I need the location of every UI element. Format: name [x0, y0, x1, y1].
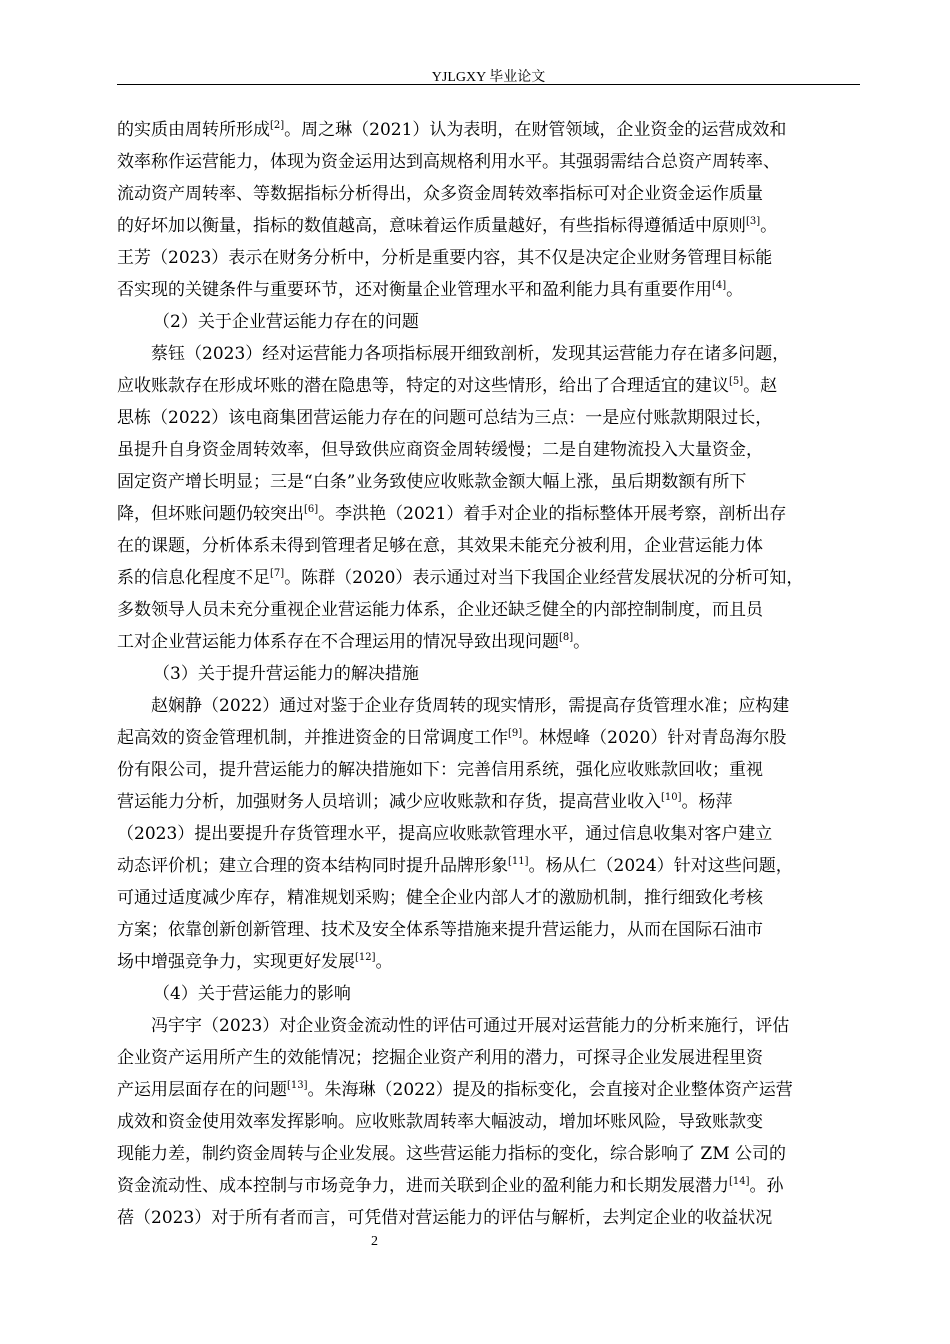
text-line — [117, 1010, 860, 1042]
text-line — [117, 626, 860, 658]
text-line — [117, 786, 860, 818]
text-line — [117, 818, 860, 850]
citation-ref: [8] — [559, 632, 574, 643]
page-number: 2 — [371, 1234, 378, 1249]
citation-ref: [6] — [304, 504, 319, 515]
line-text: 营运能力分析，加强财务人员培训；减少应收账款和存货，提高营业收入 — [117, 792, 661, 812]
text-line — [117, 1138, 860, 1170]
line-text-continued: 。 — [375, 952, 393, 972]
text-line — [117, 242, 860, 274]
line-text: 动态评价机；建立合理的资本结构同时提升品牌形象 — [117, 856, 508, 876]
citation-ref: [14] — [729, 1176, 750, 1187]
citation-ref: [7] — [270, 568, 285, 579]
text-line — [117, 338, 860, 370]
line-text-continued: 。 — [726, 280, 744, 300]
page-header: YJLGXY 毕业论文 — [431, 70, 546, 85]
line-text: 王芳（2023）表示在财务分析中，分析是重要内容，其不仅是决定企业财务管理目标能 — [117, 248, 773, 268]
section-heading — [117, 658, 860, 690]
text-line — [117, 594, 860, 626]
line-text-continued: 。朱海琳（2022）提及的指标变化，会直接对企业整体资产运营 — [307, 1080, 793, 1100]
line-text: 可通过适度减少库存，精准规划采购；健全企业内部人才的激励机制，推行细致化考核 — [117, 888, 763, 908]
text-line — [117, 146, 860, 178]
line-text-continued: 。 — [573, 632, 591, 652]
text-line — [117, 1106, 860, 1138]
text-line — [117, 1074, 860, 1106]
body-text — [117, 114, 860, 1234]
line-text-continued: 。杨萍 — [681, 792, 733, 812]
line-text: 蓓（2023）对于所有者而言，可凭借对营运能力的评估与解析，去判定企业的收益状况 — [117, 1208, 773, 1228]
line-text: （2023）提出要提升存货管理水平，提高应收账款管理水平，通过信息收集对客户建立 — [117, 824, 773, 844]
text-line — [117, 1042, 860, 1074]
line-text-continued: 。 — [760, 216, 778, 236]
line-text: 蔡钰（2023）经对运营能力各项指标展开细致剖析，发现其运营能力存在诸多问题， — [151, 344, 790, 364]
line-text: 起高效的资金管理机制，并推进资金的日常调度工作 — [117, 728, 508, 748]
text-line — [117, 1202, 860, 1234]
citation-ref: [11] — [508, 856, 529, 867]
line-text: 现能力差，制约资金周转与企业发展。这些营运能力指标的变化，综合影响了 ZM 公司的 — [117, 1144, 787, 1164]
text-line — [117, 434, 860, 466]
citation-ref: [12] — [355, 952, 376, 963]
line-text: 场中增强竞争力，实现更好发展 — [117, 952, 355, 972]
text-line — [117, 274, 860, 306]
line-text: 虽提升自身资金周转效率，但导致供应商资金周转缓慢；二是自建物流投入大量资金， — [117, 440, 763, 460]
line-text: 份有限公司，提升营运能力的解决措施如下：完善信用系统，强化应收账款回收；重视 — [117, 760, 763, 780]
citation-ref: [13] — [287, 1080, 308, 1091]
line-text-continued: 。孙 — [749, 1176, 784, 1196]
line-text: 系的信息化程度不足 — [117, 568, 270, 588]
line-text: 工对企业营运能力体系存在不合理运用的情况导致出现问题 — [117, 632, 559, 652]
text-line — [117, 754, 860, 786]
line-text: 应收账款存在形成坏账的潜在隐患等，特定的对这些情形，给出了合理适宜的建议 — [117, 376, 729, 396]
text-line — [117, 690, 860, 722]
text-line — [117, 882, 860, 914]
text-line — [117, 178, 860, 210]
line-text: 资金流动性、成本控制与市场竞争力，进而关联到企业的盈利能力和长期发展潜力 — [117, 1176, 729, 1196]
text-line — [117, 722, 860, 754]
line-text: 思栋（2022）该电商集团营运能力存在的问题可总结为三点：一是应付账款期限过长， — [117, 408, 773, 428]
line-text: 多数领导人员未充分重视企业营运能力体系，企业还缺乏健全的内部控制制度，而且员 — [117, 600, 763, 620]
text-line — [117, 114, 860, 146]
text-line — [117, 370, 860, 402]
line-text-continued: 。杨从仁（2024）针对这些问题， — [528, 856, 793, 876]
line-text: 企业资产运用所产生的效能情况；挖掘企业资产利用的潜力，可探寻企业发展进程里资 — [117, 1048, 763, 1068]
text-line — [117, 946, 860, 978]
citation-ref: [5] — [729, 376, 744, 387]
text-line — [117, 850, 860, 882]
line-text: 流动资产周转率、等数据指标分析得出，众多资金周转效率指标可对企业资金运作质量 — [117, 184, 763, 204]
line-text: 否实现的关键条件与重要环节，还对衡量企业管理水平和盈利能力具有重要作用 — [117, 280, 712, 300]
line-text: 在的课题，分析体系未得到管理者足够在意，其效果未能充分被利用，企业营运能力体 — [117, 536, 763, 556]
section-heading — [117, 978, 860, 1010]
text-line — [117, 530, 860, 562]
text-line — [117, 562, 860, 594]
line-text: 方案；依靠创新创新管理、技术及安全体系等措施来提升营运能力，从而在国际石油市 — [117, 920, 763, 940]
line-text: 降，但坏账问题仍较突出 — [117, 504, 304, 524]
line-text: （3）关于提升营运能力的解决措施 — [153, 664, 419, 684]
line-text-continued: 。赵 — [743, 376, 778, 396]
line-text: 效率称作运营能力，体现为资金运用达到高规格利用水平。其强弱需结合总资产周转率、 — [117, 152, 780, 172]
line-text: 的实质由周转所形成 — [117, 120, 270, 140]
line-text: （2）关于企业营运能力存在的问题 — [153, 312, 419, 332]
text-line — [117, 1170, 860, 1202]
line-text: 的好坏加以衡量，指标的数值越高，意味着运作质量越好，有些指标得遵循适中原则 — [117, 216, 746, 236]
line-text: 成效和资金使用效率发挥影响。应收账款周转率大幅波动，增加坏账风险，导致账款变 — [117, 1112, 763, 1132]
text-line — [117, 210, 860, 242]
line-text-continued: 。周之琳（2021）认为表明，在财管领域，企业资金的运营成效和 — [284, 120, 787, 140]
line-text: （4）关于营运能力的影响 — [153, 984, 351, 1004]
line-text-continued: 。陈群（2020）表示通过对当下我国企业经营发展状况的分析可知， — [284, 568, 804, 588]
text-line — [117, 402, 860, 434]
section-heading — [117, 306, 860, 338]
text-line — [117, 466, 860, 498]
text-line — [117, 914, 860, 946]
line-text-continued: 。李洪艳（2021）着手对企业的指标整体开展考察，剖析出存 — [318, 504, 787, 524]
citation-ref: [4] — [712, 280, 727, 291]
header-divider — [117, 84, 860, 85]
line-text: 固定资产增长明显；三是“白条”业务致使应收账款金额大幅上涨，虽后期数额有所下 — [117, 472, 747, 492]
line-text: 产运用层面存在的问题 — [117, 1080, 287, 1100]
citation-ref: [2] — [270, 120, 285, 131]
text-line — [117, 498, 860, 530]
citation-ref: [10] — [661, 792, 682, 803]
citation-ref: [3] — [746, 216, 761, 227]
line-text-continued: 。林煜峰（2020）针对青岛海尔股 — [522, 728, 787, 748]
citation-ref: [9] — [508, 728, 523, 739]
line-text: 冯宇宇（2023）对企业资金流动性的评估可通过开展对运营能力的分析来施行，评估 — [151, 1016, 790, 1036]
line-text: 赵娴静（2022）通过对鉴于企业存货周转的现实情形，需提高存货管理水准；应构建 — [151, 696, 790, 716]
